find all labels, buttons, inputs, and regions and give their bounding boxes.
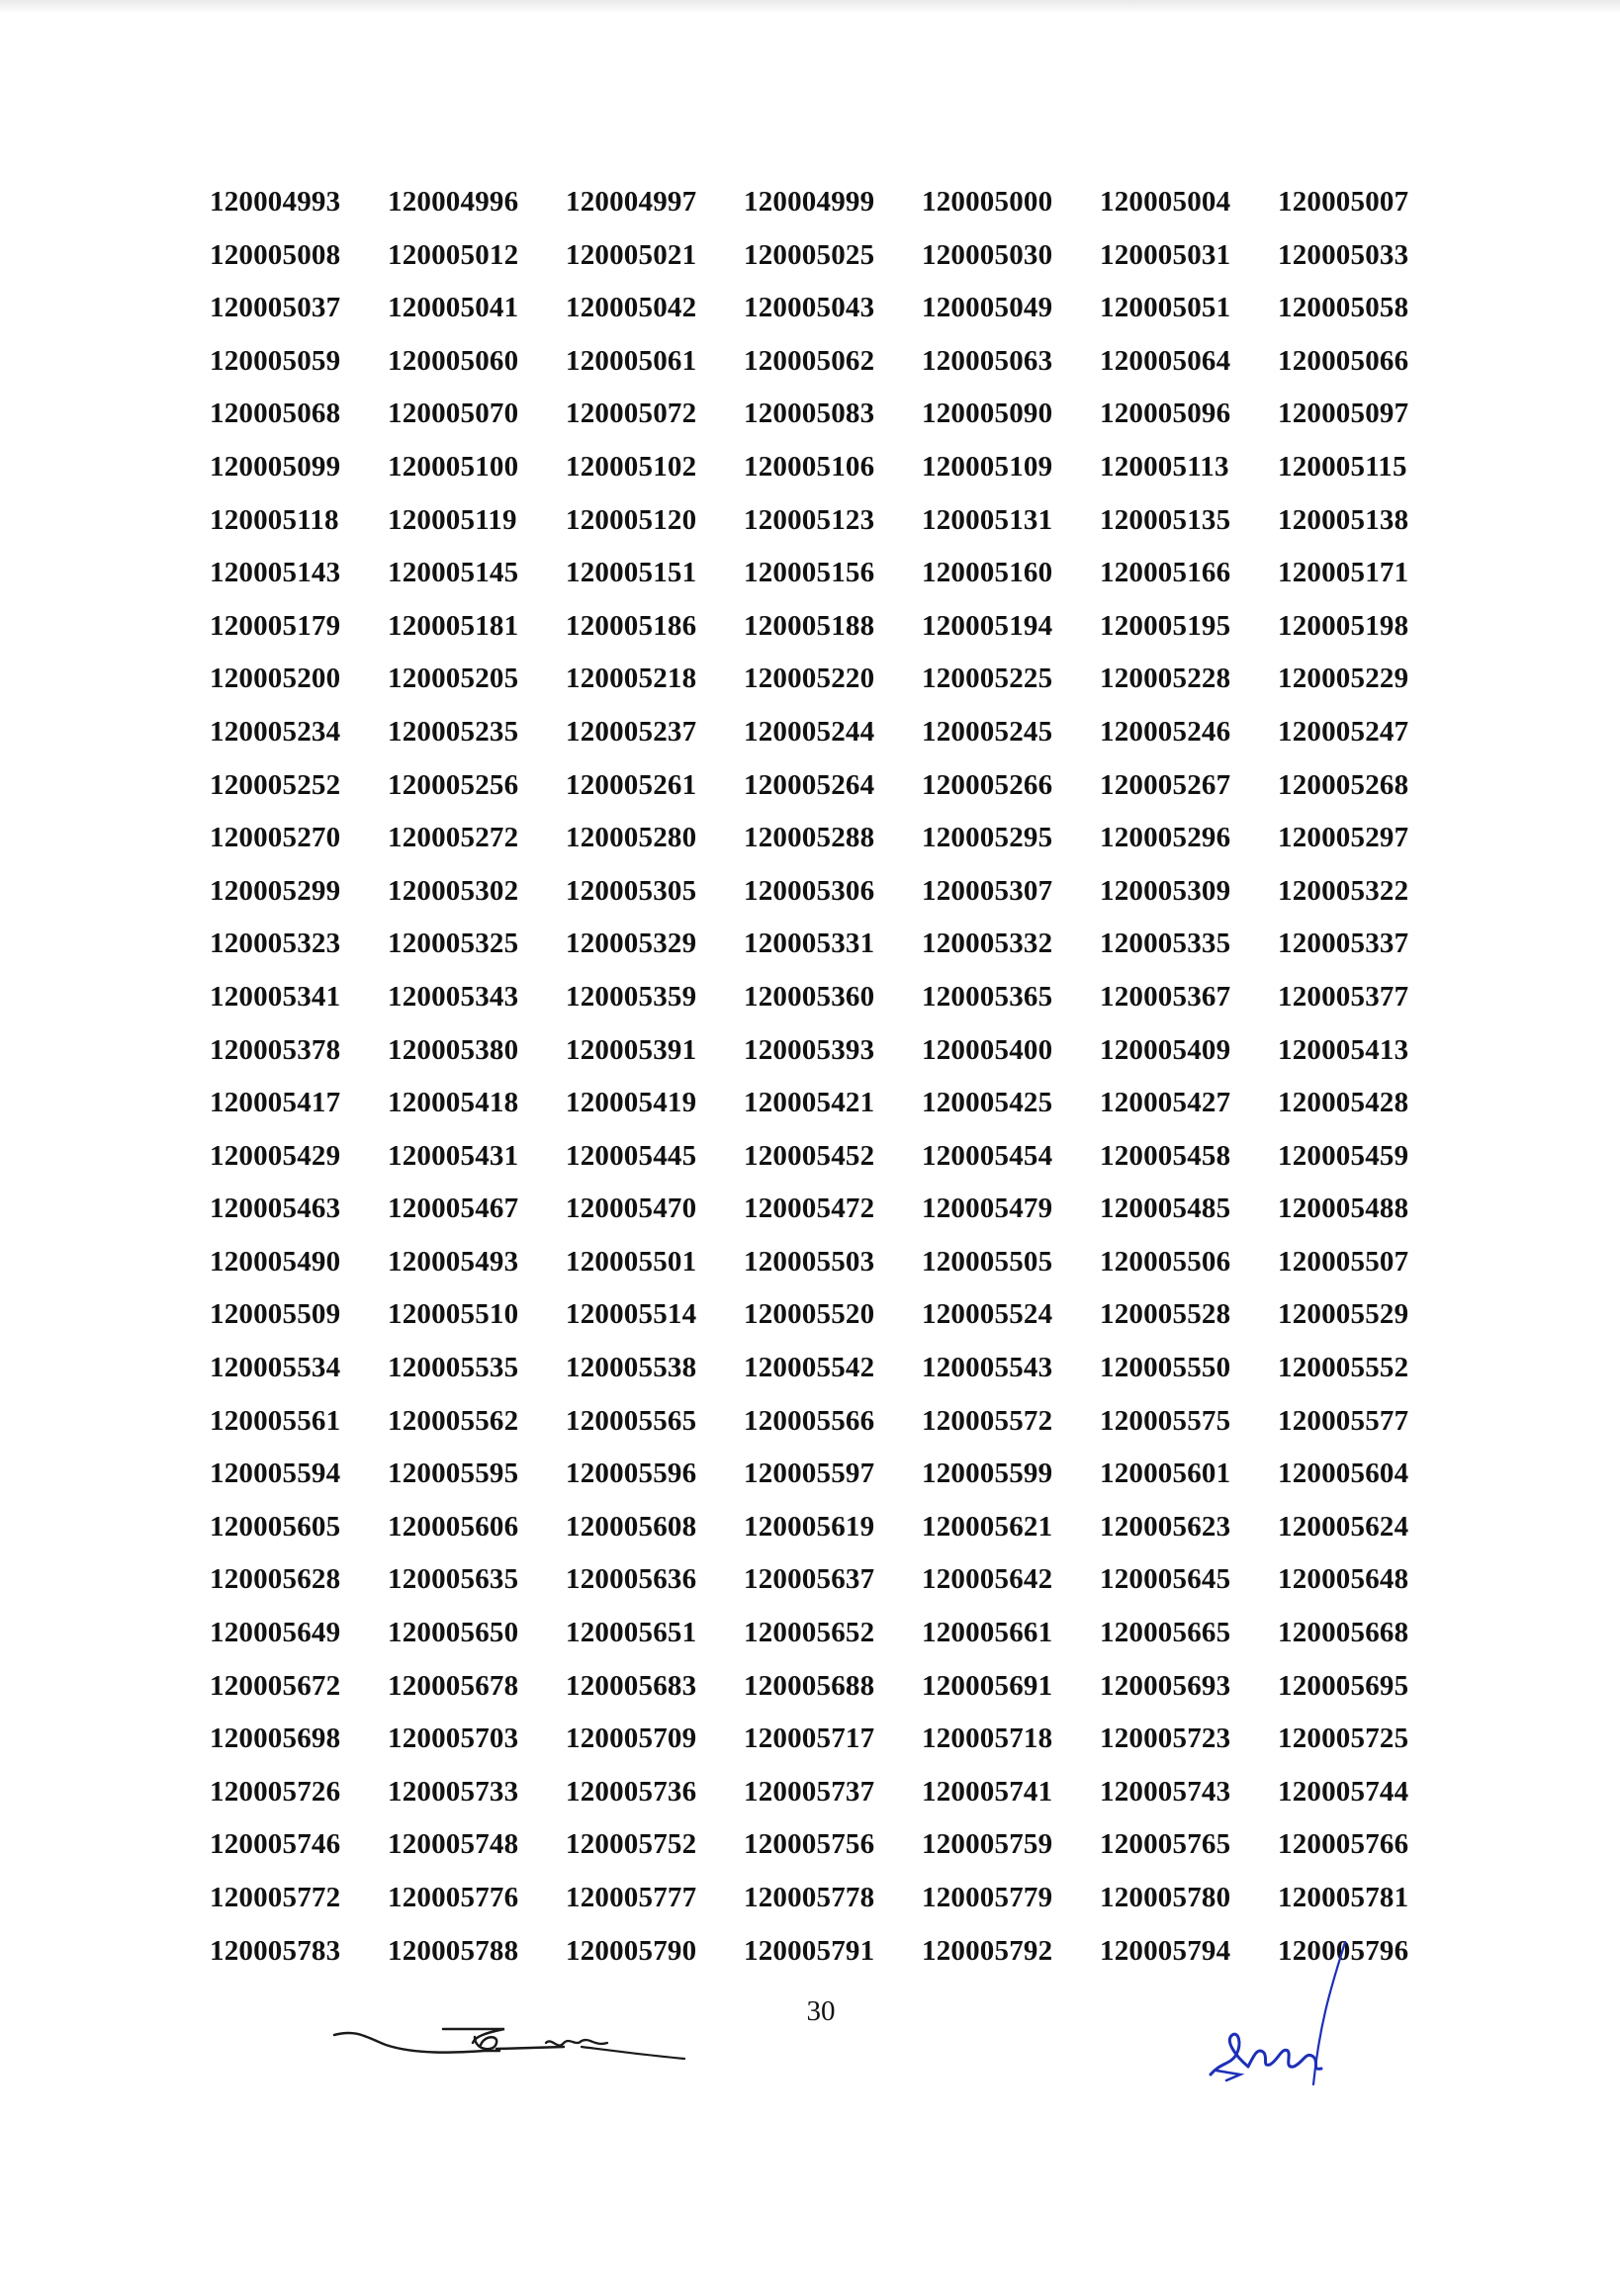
roll-number-cell: 120005783	[210, 1934, 341, 1967]
roll-number-cell: 120005790	[566, 1934, 697, 1967]
roll-number-cell: 120005419	[566, 1087, 697, 1119]
roll-number-cell: 120005066	[1278, 344, 1409, 377]
roll-number-cell: 120005138	[1278, 503, 1409, 536]
roll-number-cell: 120005472	[744, 1192, 875, 1225]
roll-number-cell: 120005470	[566, 1192, 697, 1225]
roll-number-cell: 120005723	[1100, 1722, 1231, 1755]
roll-number-cell: 120005688	[744, 1669, 875, 1702]
signature-left	[326, 2007, 692, 2086]
roll-number-cell: 120005179	[210, 609, 341, 642]
roll-number-cell: 120005648	[1278, 1563, 1409, 1596]
roll-number-cell: 120005198	[1278, 609, 1409, 642]
roll-number-cell: 120005068	[210, 397, 341, 430]
roll-number-cell: 120005528	[1100, 1298, 1231, 1331]
roll-number-cell: 120005741	[922, 1775, 1053, 1808]
roll-number-cell: 120004993	[210, 186, 341, 218]
roll-number-cell: 120005288	[744, 822, 875, 854]
roll-number-cell: 120005235	[388, 715, 519, 748]
roll-number-cell: 120005744	[1278, 1775, 1409, 1808]
roll-number-cell: 120005037	[210, 292, 341, 324]
roll-number-cell: 120005505	[922, 1245, 1053, 1278]
roll-number-cell: 120005501	[566, 1245, 697, 1278]
roll-number-cell: 120005266	[922, 768, 1053, 801]
roll-number-cell: 120005661	[922, 1617, 1053, 1649]
roll-number-cell: 120005380	[388, 1033, 519, 1066]
roll-number-cell: 120005090	[922, 397, 1053, 430]
roll-number-cell: 120005218	[566, 662, 697, 695]
roll-number-cell: 120005454	[922, 1139, 1053, 1172]
roll-number-cell: 120005596	[566, 1457, 697, 1490]
roll-number-cell: 120005297	[1278, 822, 1409, 854]
roll-number-cell: 120005331	[744, 927, 875, 960]
roll-number-cell: 120005698	[210, 1722, 341, 1755]
roll-number-cell: 120005691	[922, 1669, 1053, 1702]
roll-number-cell: 120005337	[1278, 927, 1409, 960]
roll-number-cell: 120005064	[1100, 344, 1231, 377]
roll-number-cell: 120005123	[744, 503, 875, 536]
roll-number-cell: 120005307	[922, 874, 1053, 907]
roll-number-cell: 120005200	[210, 662, 341, 695]
roll-number-cell: 120005280	[566, 822, 697, 854]
roll-number-cell: 120005252	[210, 768, 341, 801]
roll-number-cell: 120005270	[210, 822, 341, 854]
signature-right	[1197, 1936, 1375, 2094]
roll-number-cell: 120005572	[922, 1404, 1053, 1437]
roll-number-cell: 120005619	[744, 1510, 875, 1543]
roll-number-cell: 120005429	[210, 1139, 341, 1172]
roll-number-cell: 120005678	[388, 1669, 519, 1702]
roll-number-cell: 120005360	[744, 980, 875, 1013]
roll-number-cell: 120005166	[1100, 557, 1231, 589]
roll-number-cell: 120005637	[744, 1563, 875, 1596]
roll-number-cell: 120005156	[744, 557, 875, 589]
roll-number-cell: 120005070	[388, 397, 519, 430]
roll-number-cell: 120005550	[1100, 1352, 1231, 1384]
roll-number-cell: 120005529	[1278, 1298, 1409, 1331]
roll-number-cell: 120005378	[210, 1033, 341, 1066]
roll-number-cell: 120005427	[1100, 1087, 1231, 1119]
roll-number-cell: 120005695	[1278, 1669, 1409, 1702]
roll-number-cell: 120005145	[388, 557, 519, 589]
roll-number-cell: 120005245	[922, 715, 1053, 748]
roll-number-cell: 120005606	[388, 1510, 519, 1543]
roll-number-cell: 120005417	[210, 1087, 341, 1119]
page-number: 30	[806, 1995, 836, 2027]
roll-number-cell: 120005115	[1278, 450, 1407, 483]
roll-number-cell: 120005246	[1100, 715, 1231, 748]
roll-number-cell: 120005268	[1278, 768, 1409, 801]
roll-number-cell: 120005031	[1100, 238, 1231, 271]
roll-number-cell: 120005072	[566, 397, 697, 430]
roll-number-cell: 120005237	[566, 715, 697, 748]
roll-number-cell: 120005766	[1278, 1828, 1409, 1861]
roll-number-table	[210, 176, 1456, 1978]
roll-number-cell: 120005746	[210, 1828, 341, 1861]
roll-number-cell: 120005033	[1278, 238, 1409, 271]
roll-number-cell: 120005772	[210, 1882, 341, 1913]
roll-number-cell: 120005668	[1278, 1617, 1409, 1649]
roll-number-cell: 120005459	[1278, 1139, 1409, 1172]
roll-number-cell: 120005367	[1100, 980, 1231, 1013]
roll-number-cell: 120005365	[922, 980, 1053, 1013]
scan-edge-shadow	[0, 0, 1620, 14]
roll-number-cell: 120005510	[388, 1298, 519, 1331]
roll-number-cell: 120005604	[1278, 1457, 1409, 1490]
roll-number-cell: 120005418	[388, 1087, 519, 1119]
roll-number-cell: 120005534	[210, 1352, 341, 1384]
roll-number-cell: 120005621	[922, 1510, 1053, 1543]
roll-number-cell: 120005601	[1100, 1457, 1231, 1490]
roll-number-cell: 120005777	[566, 1882, 697, 1913]
roll-number-cell: 120005683	[566, 1669, 697, 1702]
roll-number-cell: 120005343	[388, 980, 519, 1013]
roll-number-cell: 120005264	[744, 768, 875, 801]
roll-number-cell: 120005299	[210, 874, 341, 907]
roll-number-cell: 120005083	[744, 397, 875, 430]
roll-number-cell: 120005059	[210, 344, 341, 377]
roll-number-cell: 120005000	[922, 186, 1053, 218]
roll-number-cell: 120005726	[210, 1775, 341, 1808]
roll-number-cell: 120005458	[1100, 1139, 1231, 1172]
roll-number-cell: 120005485	[1100, 1192, 1231, 1225]
roll-number-cell: 120005329	[566, 927, 697, 960]
roll-number-cell: 120005332	[922, 927, 1053, 960]
roll-number-cell: 120005538	[566, 1352, 697, 1384]
roll-number-cell: 120005008	[210, 238, 341, 271]
roll-number-cell: 120005421	[744, 1087, 875, 1119]
roll-number-cell: 120005220	[744, 662, 875, 695]
roll-number-cell: 120005102	[566, 450, 697, 483]
roll-number-cell: 120005205	[388, 662, 519, 695]
roll-number-cell: 120005597	[744, 1457, 875, 1490]
roll-number-cell: 120005244	[744, 715, 875, 748]
roll-number-cell: 120005490	[210, 1245, 341, 1278]
roll-number-cell: 120005748	[388, 1828, 519, 1861]
roll-number-cell: 120005791	[744, 1934, 875, 1967]
roll-number-cell: 120005507	[1278, 1245, 1409, 1278]
roll-number-cell: 120005377	[1278, 980, 1409, 1013]
roll-number-cell: 120004997	[566, 186, 697, 218]
roll-number-cell: 120005099	[210, 450, 341, 483]
roll-number-cell: 120005305	[566, 874, 697, 907]
roll-number-cell: 120005594	[210, 1457, 341, 1490]
roll-number-cell: 120005552	[1278, 1352, 1409, 1384]
roll-number-cell: 120005100	[388, 450, 519, 483]
roll-number-cell: 120005703	[388, 1722, 519, 1755]
roll-number-cell: 120005181	[388, 609, 519, 642]
roll-number-cell: 120005743	[1100, 1775, 1231, 1808]
roll-number-cell: 120005650	[388, 1617, 519, 1649]
roll-number-cell: 120005463	[210, 1192, 341, 1225]
roll-number-cell: 120005623	[1100, 1510, 1231, 1543]
roll-number-cell: 120005520	[744, 1298, 875, 1331]
roll-number-cell: 120005672	[210, 1669, 341, 1702]
roll-number-cell: 120005160	[922, 557, 1053, 589]
roll-number-cell: 120005752	[566, 1828, 697, 1861]
roll-number-cell: 120005780	[1100, 1882, 1231, 1913]
roll-number-cell: 120005445	[566, 1139, 697, 1172]
roll-number-cell: 120005651	[566, 1617, 697, 1649]
roll-number-cell: 120004996	[388, 186, 519, 218]
roll-number-cell: 120005428	[1278, 1087, 1409, 1119]
roll-number-cell: 120005004	[1100, 186, 1231, 218]
roll-number-cell: 120005759	[922, 1828, 1053, 1861]
roll-number-cell: 120005295	[922, 822, 1053, 854]
roll-number-cell: 120005058	[1278, 292, 1409, 324]
roll-number-cell: 120005506	[1100, 1245, 1231, 1278]
roll-number-cell: 120005776	[388, 1882, 519, 1913]
roll-number-cell: 120005718	[922, 1722, 1053, 1755]
roll-number-cell: 120005566	[744, 1404, 875, 1437]
roll-number-cell: 120005543	[922, 1352, 1053, 1384]
roll-number-cell: 120005325	[388, 927, 519, 960]
roll-number-cell: 120005151	[566, 557, 697, 589]
roll-number-cell: 120005509	[210, 1298, 341, 1331]
roll-number-cell: 120005779	[922, 1882, 1053, 1913]
roll-number-cell: 120005524	[922, 1298, 1053, 1331]
roll-number-cell: 120005143	[210, 557, 341, 589]
roll-number-cell: 120005781	[1278, 1882, 1409, 1913]
roll-number-cell: 120005234	[210, 715, 341, 748]
roll-number-cell: 120005561	[210, 1404, 341, 1437]
roll-number-cell: 120005061	[566, 344, 697, 377]
roll-number-cell: 120005341	[210, 980, 341, 1013]
roll-number-cell: 120005120	[566, 503, 697, 536]
roll-number-cell: 120005030	[922, 238, 1053, 271]
roll-number-cell: 120005645	[1100, 1563, 1231, 1596]
roll-number-cell: 120005488	[1278, 1192, 1409, 1225]
roll-number-cell: 120005393	[744, 1033, 875, 1066]
roll-number-cell: 120005503	[744, 1245, 875, 1278]
roll-number-cell: 120005323	[210, 927, 341, 960]
roll-number-cell: 120005109	[922, 450, 1053, 483]
roll-number-cell: 120005025	[744, 238, 875, 271]
roll-number-cell: 120005788	[388, 1934, 519, 1967]
roll-number-cell: 120005756	[744, 1828, 875, 1861]
roll-number-cell: 120005409	[1100, 1033, 1231, 1066]
roll-number-cell: 120005021	[566, 238, 697, 271]
roll-number-cell: 120005171	[1278, 557, 1409, 589]
roll-number-cell: 120005041	[388, 292, 519, 324]
roll-number-cell: 120005577	[1278, 1404, 1409, 1437]
roll-number-cell: 120005642	[922, 1563, 1053, 1596]
roll-number-cell: 120005194	[922, 609, 1053, 642]
roll-number-cell: 120005575	[1100, 1404, 1231, 1437]
roll-number-cell: 120005796	[1278, 1934, 1409, 1967]
roll-number-cell: 120005794	[1100, 1934, 1231, 1967]
roll-number-cell: 120004999	[744, 186, 875, 218]
roll-number-cell: 120005063	[922, 344, 1053, 377]
roll-number-cell: 120005467	[388, 1192, 519, 1225]
roll-number-cell: 120005737	[744, 1775, 875, 1808]
roll-number-cell: 120005493	[388, 1245, 519, 1278]
roll-number-cell: 120005261	[566, 768, 697, 801]
roll-number-cell: 120005605	[210, 1510, 341, 1543]
roll-number-cell: 120005309	[1100, 874, 1231, 907]
roll-number-cell: 120005113	[1100, 450, 1229, 483]
roll-number-cell: 120005302	[388, 874, 519, 907]
roll-number-cell: 120005649	[210, 1617, 341, 1649]
roll-number-cell: 120005733	[388, 1775, 519, 1808]
roll-number-cell: 120005042	[566, 292, 697, 324]
roll-number-cell: 120005247	[1278, 715, 1409, 748]
roll-number-cell: 120005479	[922, 1192, 1053, 1225]
roll-number-cell: 120005229	[1278, 662, 1409, 695]
roll-number-cell: 120005012	[388, 238, 519, 271]
roll-number-cell: 120005736	[566, 1775, 697, 1808]
roll-number-cell: 120005400	[922, 1033, 1053, 1066]
roll-number-cell: 120005335	[1100, 927, 1231, 960]
roll-number-cell: 120005359	[566, 980, 697, 1013]
roll-number-cell: 120005628	[210, 1563, 341, 1596]
roll-number-cell: 120005431	[388, 1139, 519, 1172]
roll-number-cell: 120005624	[1278, 1510, 1409, 1543]
roll-number-cell: 120005051	[1100, 292, 1231, 324]
roll-number-cell: 120005425	[922, 1087, 1053, 1119]
roll-number-cell: 120005562	[388, 1404, 519, 1437]
roll-number-cell: 120005792	[922, 1934, 1053, 1967]
roll-number-cell: 120005062	[744, 344, 875, 377]
roll-number-cell: 120005272	[388, 822, 519, 854]
roll-number-cell: 120005652	[744, 1617, 875, 1649]
roll-number-cell: 120005306	[744, 874, 875, 907]
roll-number-cell: 120005391	[566, 1033, 697, 1066]
roll-number-cell: 120005007	[1278, 186, 1409, 218]
roll-number-cell: 120005322	[1278, 874, 1409, 907]
roll-number-cell: 120005636	[566, 1563, 697, 1596]
roll-number-cell: 120005096	[1100, 397, 1231, 430]
roll-number-cell: 120005452	[744, 1139, 875, 1172]
roll-number-cell: 120005060	[388, 344, 519, 377]
roll-number-cell: 120005188	[744, 609, 875, 642]
roll-number-cell: 120005195	[1100, 609, 1231, 642]
roll-number-cell: 120005693	[1100, 1669, 1231, 1702]
roll-number-cell: 120005709	[566, 1722, 697, 1755]
roll-number-cell: 120005599	[922, 1457, 1053, 1490]
roll-number-cell: 120005535	[388, 1352, 519, 1384]
roll-number-cell: 120005097	[1278, 397, 1409, 430]
roll-number-cell: 120005118	[210, 503, 339, 536]
roll-number-cell: 120005413	[1278, 1033, 1409, 1066]
roll-number-cell: 120005635	[388, 1563, 519, 1596]
roll-number-cell: 120005106	[744, 450, 875, 483]
roll-number-cell: 120005225	[922, 662, 1053, 695]
roll-number-cell: 120005565	[566, 1404, 697, 1437]
roll-number-cell: 120005725	[1278, 1722, 1409, 1755]
roll-number-cell: 120005131	[922, 503, 1053, 536]
roll-number-cell: 120005765	[1100, 1828, 1231, 1861]
roll-number-cell: 120005119	[388, 503, 517, 536]
roll-number-cell: 120005267	[1100, 768, 1231, 801]
roll-number-cell: 120005514	[566, 1298, 697, 1331]
roll-number-cell: 120005135	[1100, 503, 1231, 536]
roll-number-cell: 120005186	[566, 609, 697, 642]
roll-number-cell: 120005049	[922, 292, 1053, 324]
roll-number-cell: 120005296	[1100, 822, 1231, 854]
roll-number-cell: 120005595	[388, 1457, 519, 1490]
roll-number-cell: 120005043	[744, 292, 875, 324]
roll-number-cell: 120005608	[566, 1510, 697, 1543]
roll-number-cell: 120005228	[1100, 662, 1231, 695]
roll-number-cell: 120005256	[388, 768, 519, 801]
roll-number-cell: 120005542	[744, 1352, 875, 1384]
roll-number-cell: 120005717	[744, 1722, 875, 1755]
roll-number-cell: 120005778	[744, 1882, 875, 1913]
roll-number-cell: 120005665	[1100, 1617, 1231, 1649]
